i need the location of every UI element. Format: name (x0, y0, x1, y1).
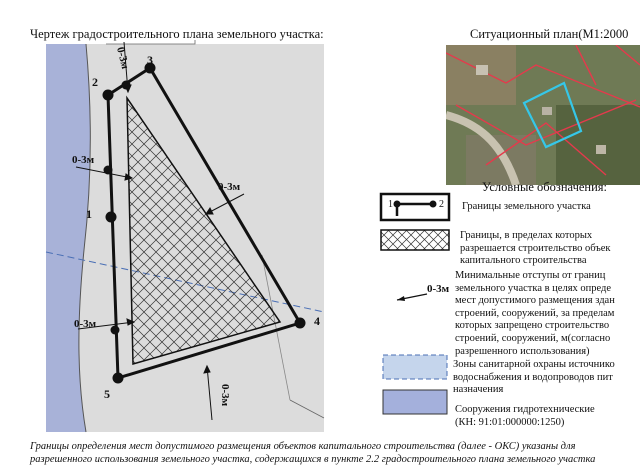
legend-item-build-zone (460, 230, 611, 268)
legend-point-label-2: 2 (439, 199, 444, 210)
legend-boundary-line (397, 204, 433, 216)
point-2-marker (103, 90, 114, 101)
legend-item-sanitary (453, 359, 615, 397)
point-label-5: 5 (104, 387, 110, 401)
point-label-3: 3 (147, 53, 153, 67)
setback-label-bottom: 0-3м (219, 384, 231, 407)
setback-label-right: 0-3м (218, 181, 241, 193)
legend-item-boundary (462, 201, 591, 214)
setback-label-top: 0-3м (114, 45, 132, 71)
point-label-4: 4 (314, 314, 320, 328)
legend-setback-label: 0-3м (427, 283, 450, 295)
neighbor-line (106, 40, 195, 44)
point-label-1: 1 (86, 207, 92, 221)
legend-title: Условные обозначения: (482, 180, 608, 194)
legend-line: которых запрещено строительство (455, 320, 610, 332)
footnote-line: разрешенного использования земельного участка, содержащихся в пункте 2.2 градостроительного плана земельного участка (30, 454, 596, 465)
legend-hydro-swatch (383, 390, 447, 414)
legend-build-zone-swatch (381, 230, 449, 250)
point-label-2: 2 (92, 75, 98, 89)
point-1b-marker (111, 326, 120, 335)
legend-point-marker (394, 201, 401, 208)
legend-line: назначения (453, 384, 504, 396)
drawing-title: Чертеж градостроительного плана земельного участка: (30, 27, 324, 41)
legend-line: водоснабжения и водопроводов пит (453, 371, 613, 383)
point-1-marker (106, 212, 117, 223)
legend-sanitary-swatch (383, 355, 447, 379)
legend-line: Зоны санитарной охраны источнико (453, 359, 615, 370)
legend-item-hydro (455, 404, 595, 429)
legend-line: земельного участка в целях опреде (455, 282, 612, 294)
legend-item-setback (455, 270, 615, 358)
legend-point-marker (430, 201, 437, 208)
point-4-marker (295, 318, 306, 329)
point-5-marker (113, 373, 124, 384)
map-building (542, 107, 552, 115)
map-building (596, 145, 606, 154)
legend-point-label-1: 1 (388, 199, 393, 210)
legend-line: Границы, в пределах которых (460, 230, 593, 241)
setback-label-left-bottom: 0-3м (74, 318, 97, 330)
legend-line: разрешается строительство объек (460, 242, 611, 254)
legend-symbols (375, 190, 455, 420)
footnote-line: Границы определения мест допустимого размещения объектов капитального строительства (далее - ОКС) указаны для (30, 441, 576, 452)
legend-line: Сооружения гидротехнические (455, 404, 595, 415)
legend-line: капитального строительства (460, 255, 587, 267)
legend-line: разрешенного использования) (455, 345, 590, 357)
situation-plan-map (446, 45, 640, 185)
legend-line: (КН: 91:01:000000:1250) (455, 416, 565, 428)
setback-label-left-top: 0-3м (72, 154, 95, 166)
map-building (476, 65, 488, 75)
legend-line: строений, сооружений, за пределам (455, 307, 615, 319)
situation-plan-title: Ситуационный план(М1:2000 (470, 27, 629, 41)
legend-line: мест допустимого размещения здан (455, 295, 615, 307)
legend-line: Границы земельного участка (462, 201, 591, 212)
footnote (30, 440, 595, 466)
legend-line: Минимальные отступы от границ (455, 270, 606, 281)
legend-line: строений, сооружений, м(согласно (455, 332, 611, 344)
